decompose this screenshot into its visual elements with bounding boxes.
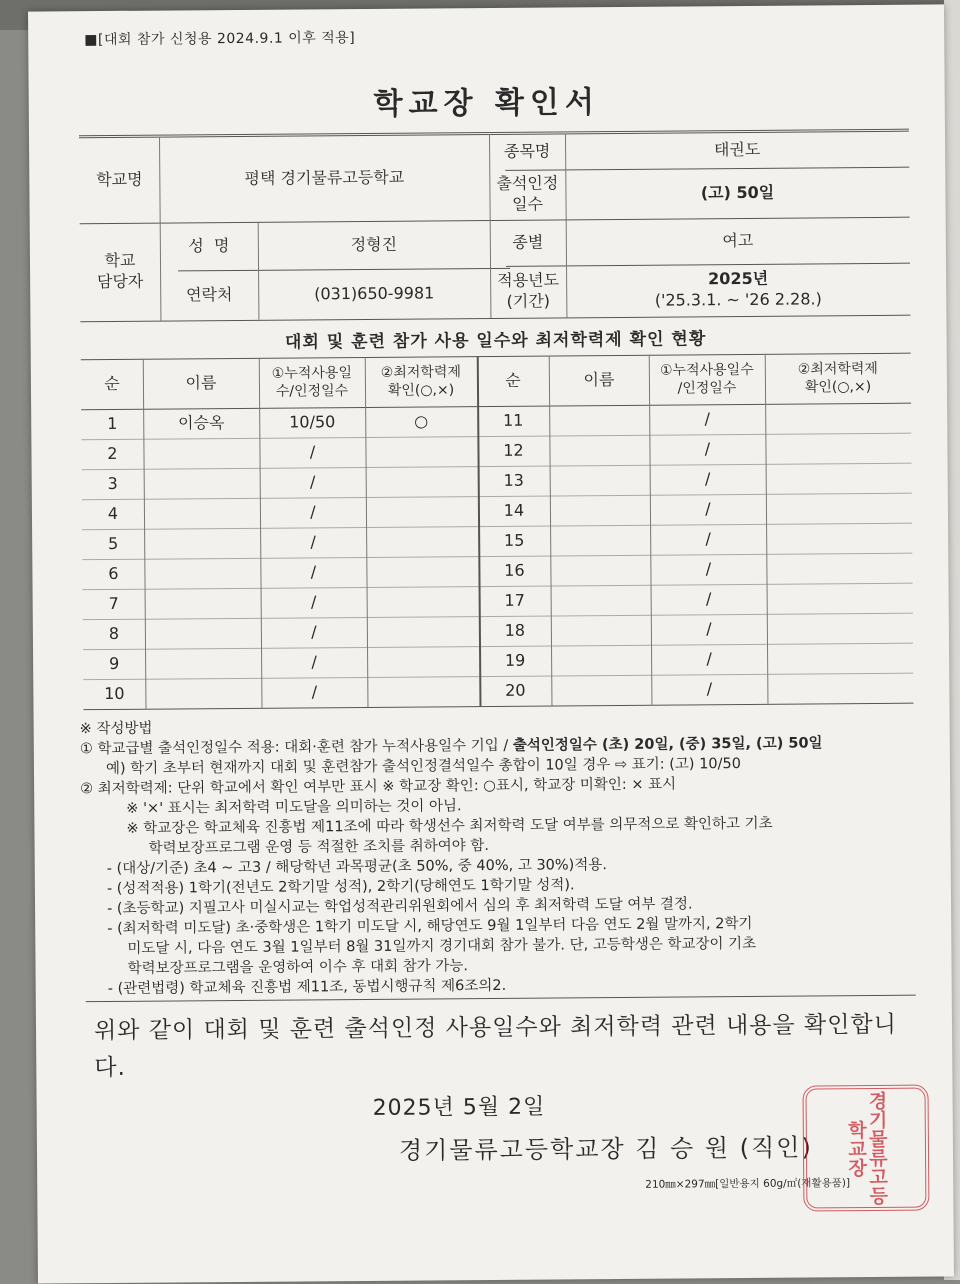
table-cell-name — [550, 495, 650, 526]
type-label: 종별 — [512, 232, 544, 252]
confirmation-text: 위와 같이 대회 및 훈련 출석인정 사용일수와 최저학력 관련 내용을 확인합니다. — [93, 1011, 897, 1081]
note-7: - (초등학교) 지필고사 미실시교는 학업성적관리위원회에서 심의 후 최저학력 도달 여부 결정. — [107, 896, 693, 918]
table-cell-days: / — [311, 651, 317, 671]
table-header: 순 — [505, 370, 521, 390]
table-cell-name — [551, 585, 651, 616]
table-cell-days: / — [705, 498, 711, 518]
table-header: ①누적사용일수 /인정일수 — [659, 361, 754, 397]
table-cell-check: ○ — [414, 411, 429, 431]
table-header: ②최저학력제 확인(○,×) — [380, 364, 461, 399]
attendance-label: 출석인정 일수 — [496, 173, 559, 214]
table-cell-check — [766, 493, 912, 524]
table-cell-days: / — [705, 558, 712, 578]
table-cell-name — [145, 648, 261, 679]
table-cell-name — [145, 618, 261, 649]
note-5: - (대상/기준) 초4 ~ 고3 / 해당학년 과목평균(초 50%, 중 40%, 고 30%)적용. — [106, 857, 607, 878]
table-cell-check — [366, 466, 478, 497]
table-cell-no: 7 — [108, 593, 119, 613]
table-cell-no: 14 — [503, 500, 525, 520]
notes-title: ※ 작성방법 — [79, 720, 153, 738]
table-cell-check — [765, 403, 911, 434]
document-page — [28, 4, 954, 1283]
table-cell-no: 15 — [503, 530, 525, 550]
table-cell-no: 13 — [503, 470, 524, 490]
issue-date: 2025년 5월 2일 — [372, 1094, 546, 1121]
table-cell-days: / — [704, 468, 711, 488]
note-2: ② 최저학력제: 단위 학교에서 확인 여부만 표시 ※ 학교장 확인: ○표시, 학교장 미확인: × 표시 — [80, 776, 677, 798]
table-cell-name — [551, 645, 651, 676]
official-seal: 경기물류고등학교장 — [802, 1085, 929, 1212]
table-cell-check — [367, 676, 479, 707]
table-cell-days: / — [311, 621, 317, 641]
note-8c: 학력보장프로그램을 운영하여 이수 후 대회 참가 가능. — [127, 958, 469, 977]
table-cell-no: 1 — [107, 413, 118, 433]
table-header: 이름 — [185, 372, 217, 392]
table-cell-days: / — [309, 471, 316, 491]
table-cell-check — [366, 496, 478, 527]
school-label: 학교명 — [96, 169, 143, 189]
name-value: 정형진 — [350, 234, 398, 254]
table-cell-check — [767, 643, 913, 674]
note-4a: ※ 학교장은 학교체육 진흥법 제11조에 따라 학생선수 최저학력 도달 여부를 의무적으로 확인하고 기초 — [126, 815, 773, 837]
table-cell-name — [549, 435, 649, 466]
table-cell-no: 6 — [108, 563, 119, 583]
table-cell-days: / — [704, 408, 710, 428]
table-cell-no: 18 — [504, 620, 526, 640]
table-cell-days: / — [310, 561, 317, 581]
sport-value: 태권도 — [713, 139, 761, 159]
table-cell-check — [765, 433, 911, 464]
table-cell-name — [549, 405, 649, 436]
table-cell-name — [143, 438, 259, 469]
table-header: 이름 — [583, 369, 615, 389]
contact-label: 연락처 — [185, 284, 233, 304]
paper-spec: 210㎜×297㎜[일반용지 60g/㎡(재활용품)] — [645, 1177, 851, 1191]
table-cell-name — [144, 468, 260, 499]
table-cell-check — [767, 583, 913, 614]
table-cell-check — [366, 556, 478, 587]
table-header: ①누적사용일 수/인정일수 — [271, 364, 353, 400]
table-cell-days: / — [705, 588, 712, 608]
table-cell-days: / — [706, 618, 712, 638]
table-cell-no: 19 — [504, 650, 526, 670]
note-1-text: ① 학교급별 출석인정일수 적용: 대회·훈련 참가 누적사용일수 기입 / — [79, 737, 513, 758]
table-cell-check — [767, 613, 913, 644]
table-cell-days: / — [311, 681, 318, 701]
table-cell-no: 20 — [505, 680, 526, 700]
table-cell-no: 12 — [503, 440, 524, 460]
note-8b: 미도달 시, 다음 연도 3월 1일부터 8월 31일까지 경기대회 참가 불가. 단, 고등학생은 학교장이 기초 — [127, 935, 757, 957]
table-cell-no: 11 — [502, 410, 524, 430]
table-cell-no: 4 — [107, 503, 119, 523]
attendance-value: (고) 50일 — [700, 182, 775, 202]
form-tag: ■[대회 참가 신청용 2024.9.1 이후 적용] — [84, 30, 356, 49]
table-cell-days: 10/50 — [289, 411, 336, 432]
table-cell-name — [144, 558, 260, 589]
table-cell-check — [766, 523, 912, 554]
note-9: - (관련법령) 학교체육 진흥법 제11조, 동법시행규칙 제6조의2. — [107, 977, 507, 998]
table-cell-name — [551, 615, 651, 646]
table-header: 순 — [104, 373, 120, 393]
table-cell-check — [367, 646, 479, 677]
table-cell-check — [367, 586, 479, 617]
table-cell-days: / — [706, 648, 712, 668]
table-cell-days: / — [705, 528, 711, 548]
table-cell-name: 이승옥 — [177, 412, 225, 433]
table-cell-name — [551, 675, 651, 706]
table-cell-check — [365, 436, 477, 467]
period-value: ('25.3.1. ~ '26 2.28.) — [654, 289, 822, 310]
note-4b: 학력보장프로그램 운영 등 적절한 조치를 취하여야 함. — [148, 838, 490, 857]
table-cell-name — [550, 555, 650, 586]
table-cell-name — [550, 525, 650, 556]
table-cell-check — [766, 553, 912, 584]
table-cell-no: 5 — [108, 533, 119, 553]
sport-label: 종목명 — [503, 141, 551, 161]
table-cell-no: 16 — [504, 560, 525, 580]
table-cell-no: 17 — [504, 590, 525, 610]
name-label: 성 명 — [188, 235, 230, 255]
table-cell-no: 2 — [107, 443, 118, 463]
table-cell-no: 9 — [108, 653, 120, 673]
table-cell-check — [366, 526, 478, 557]
table-cell-no: 3 — [107, 473, 118, 493]
table-cell-check — [767, 673, 913, 704]
table-cell-days: / — [706, 678, 713, 698]
document-title: 학교장 확인서 — [373, 85, 601, 122]
table-cell-days: / — [309, 441, 316, 461]
note-3: ※ '×' 표시는 최저학력 미도달을 의미하는 것이 아님. — [126, 798, 462, 817]
table-cell-days: / — [310, 531, 316, 551]
table-cell-name — [550, 465, 650, 496]
table-cell-check — [766, 463, 912, 494]
section-title: 대회 및 훈련 참가 사용 일수와 최저학력제 확인 현황 — [284, 329, 707, 353]
table-cell-days: / — [704, 438, 711, 458]
note-6: - (성적적용) 1학기(전년도 2학기말 성적), 2학기(당해연도 1학기말 성적). — [106, 877, 575, 898]
table-cell-days: / — [310, 591, 317, 611]
table-cell-name — [144, 528, 260, 559]
instructions — [80, 713, 922, 1000]
principal-signature: 경기물류고등학교장 김 승 원 (직인) — [398, 1133, 813, 1165]
table-cell-name — [144, 498, 260, 529]
table-cell-no: 10 — [104, 683, 125, 703]
table-header: ②최저학력제 확인(○,×) — [797, 360, 878, 396]
note-8a: - (최저학력 미도달) 초·중학생은 1학기 미도달 시, 해당연도 9월 1일부터 다음 연도 2월 말까지, 2학기 — [107, 915, 753, 938]
year-cell — [566, 263, 910, 318]
contact-value: (031)650-9981 — [314, 283, 435, 303]
note-1-example: 예) 학기 초부터 현재까지 대회 및 훈련참가 출석인정결석일수 총합이 10일 경우 ⇨ 표기: (고) 10/50 — [105, 756, 742, 778]
staff-label: 학교 담당자 — [96, 250, 144, 292]
school-value: 평택 경기물류고등학교 — [244, 167, 405, 188]
type-value: 여고 — [722, 230, 754, 250]
table-cell-check — [367, 616, 479, 647]
note-1-bold: 출석인정일수 (초) 20일, (중) 35일, (고) 50일 — [512, 735, 823, 754]
table-cell-no: 8 — [108, 623, 120, 643]
year-value: 2025년 — [708, 268, 769, 289]
table-cell-name — [145, 588, 261, 619]
table-cell-name — [145, 678, 261, 709]
year-label: 적용년도 (기간) — [497, 270, 560, 311]
table-cell-days: / — [310, 501, 316, 521]
